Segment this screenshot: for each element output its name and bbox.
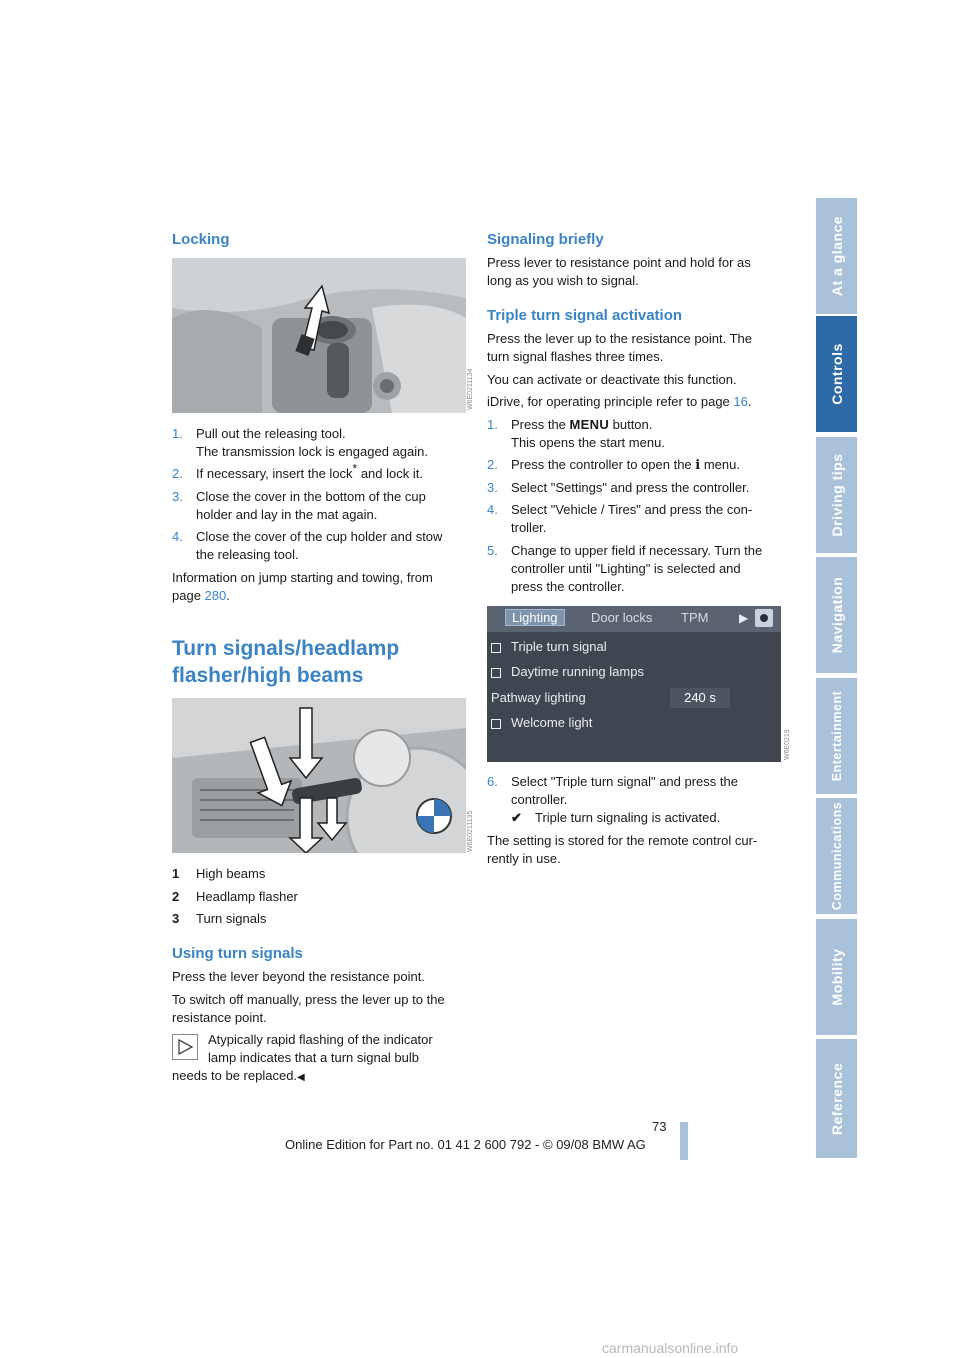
note-text-1: Atypically rapid flashing of the indicator: [208, 1032, 433, 1047]
idrive-lighting-screen: [487, 606, 781, 762]
triple-text-3: You can activate or deactivate this function.: [487, 372, 737, 387]
info-icon: i: [695, 458, 701, 473]
watermark: carmanualsonline.info: [602, 1340, 739, 1356]
tab-reference[interactable]: Reference: [816, 1039, 857, 1160]
idrive-step-2: 2. Press the controller to open the i menu.: [487, 457, 740, 473]
tab-driving-tips[interactable]: Driving tips: [816, 437, 857, 555]
idrive-step-3: 3. Select "Settings" and press the controller.: [487, 480, 750, 495]
legend-item-2: 2 Headlamp flasher: [172, 889, 298, 904]
tab-at-a-glance[interactable]: At a glance: [816, 198, 857, 316]
locking-step-4: 4. Close the cover of the cup holder and stow the releasing tool.: [172, 529, 443, 562]
locking-heading: Locking: [172, 231, 230, 248]
legend-item-3: 3 Turn signals: [172, 911, 267, 926]
image-code: W6E0211134: [467, 368, 474, 410]
screen-row-pathway[interactable]: Pathway lighting: [491, 690, 586, 705]
menu-key: MENU: [569, 417, 610, 432]
image-code: W6E0211135: [467, 810, 474, 852]
idrive-step-4: 4. Select "Vehicle / Tires" and press the con- troller.: [487, 502, 753, 535]
note-triangle-icon: [172, 1034, 198, 1060]
stored-text-2: rently in use.: [487, 851, 561, 866]
screen-row-triple[interactable]: Triple turn signal: [491, 639, 607, 654]
checkbox-icon: [491, 719, 501, 729]
screen-tab-door-locks[interactable]: Door locks: [591, 610, 653, 625]
pathway-value: 240 s: [670, 688, 730, 708]
triple-text-2: turn signal flashes three times.: [487, 349, 664, 364]
footer-edition: Online Edition for Part no. 01 41 2 600 792 - © 09/08 BMW AG: [285, 1137, 646, 1152]
jump-start-ref: page 280.: [172, 588, 230, 603]
tab-mobility[interactable]: Mobility: [816, 919, 857, 1037]
idrive-step-5: 5. Change to upper field if necessary. Turn the controller until "Lighting" is selected and press the controller.: [487, 543, 763, 594]
screen-row-welcome[interactable]: Welcome light: [491, 715, 592, 730]
signaling-briefly-heading: Signaling briefly: [487, 231, 604, 248]
jump-start-text: Information on jump starting and towing, from: [172, 570, 433, 585]
chapter-tabs: [816, 198, 857, 1160]
checkmark-icon: ✔: [511, 810, 522, 825]
triple-text-1: Press the lever up to the resistance point. The: [487, 331, 752, 346]
page-link-280[interactable]: 280: [204, 588, 227, 603]
using-turn-signals-heading: Using turn signals: [172, 945, 303, 962]
note-text-2: lamp indicates that a turn signal bulb: [208, 1050, 420, 1065]
tab-controls[interactable]: Controls: [816, 316, 857, 434]
screen-controller-icon: [755, 609, 773, 627]
locking-step-1: 1. Pull out the releasing tool. The transmission lock is engaged again.: [172, 426, 428, 459]
tab-entertainment[interactable]: Entertainment: [816, 678, 857, 796]
signaling-text-1: Press lever to resistance point and hold for as: [487, 255, 751, 270]
checkbox-icon: [491, 643, 501, 653]
idrive-step-1: 1. Press the MENU button. This opens the start menu.: [487, 417, 665, 450]
tab-communications[interactable]: Communications: [816, 798, 857, 916]
idrive-ref: iDrive, for operating principle refer to page 16.: [487, 394, 752, 409]
cup-holder-photo: [172, 258, 466, 413]
screen-arrow-icon[interactable]: ▶: [739, 611, 749, 625]
idrive-step-6: 6. Select "Triple turn signal" and press the controller. ✔ Triple turn signaling is activated.: [487, 774, 738, 825]
using-text-2b: resistance point.: [172, 1010, 267, 1025]
locking-step-3: 3. Close the cover in the bottom of the cup holder and lay in the mat again.: [172, 489, 426, 522]
signaling-text-2: long as you wish to signal.: [487, 273, 639, 288]
using-text-2a: To switch off manually, press the lever up to the: [172, 992, 445, 1007]
stored-text-1: The setting is stored for the remote control cur-: [487, 833, 758, 848]
page-link-16[interactable]: 16: [733, 394, 748, 409]
triple-turn-heading: Triple turn signal activation: [487, 307, 683, 324]
tab-navigation[interactable]: Navigation: [816, 557, 857, 675]
screen-tab-tpm[interactable]: TPM: [681, 610, 709, 625]
screen-tab-lighting[interactable]: Lighting: [505, 609, 565, 626]
image-code: W6E0219: [784, 729, 791, 760]
screen-row-daytime[interactable]: Daytime running lamps: [491, 664, 644, 679]
legend-item-1: 1 High beams: [172, 866, 266, 881]
note-text-3: needs to be replaced.◀: [172, 1068, 305, 1083]
end-mark-icon: ◀: [297, 1072, 305, 1083]
page-marker-bar: [680, 1122, 688, 1160]
section-title: Turn signals/headlamp flasher/high beams: [172, 637, 400, 687]
locking-step-2: 2. If necessary, insert the lock* and lock it.: [172, 461, 423, 481]
using-text-1: Press the lever beyond the resistance point.: [172, 969, 425, 984]
turn-signal-lever-photo: [172, 698, 466, 853]
checkbox-icon: [491, 668, 501, 678]
page-number: 73: [652, 1119, 667, 1134]
